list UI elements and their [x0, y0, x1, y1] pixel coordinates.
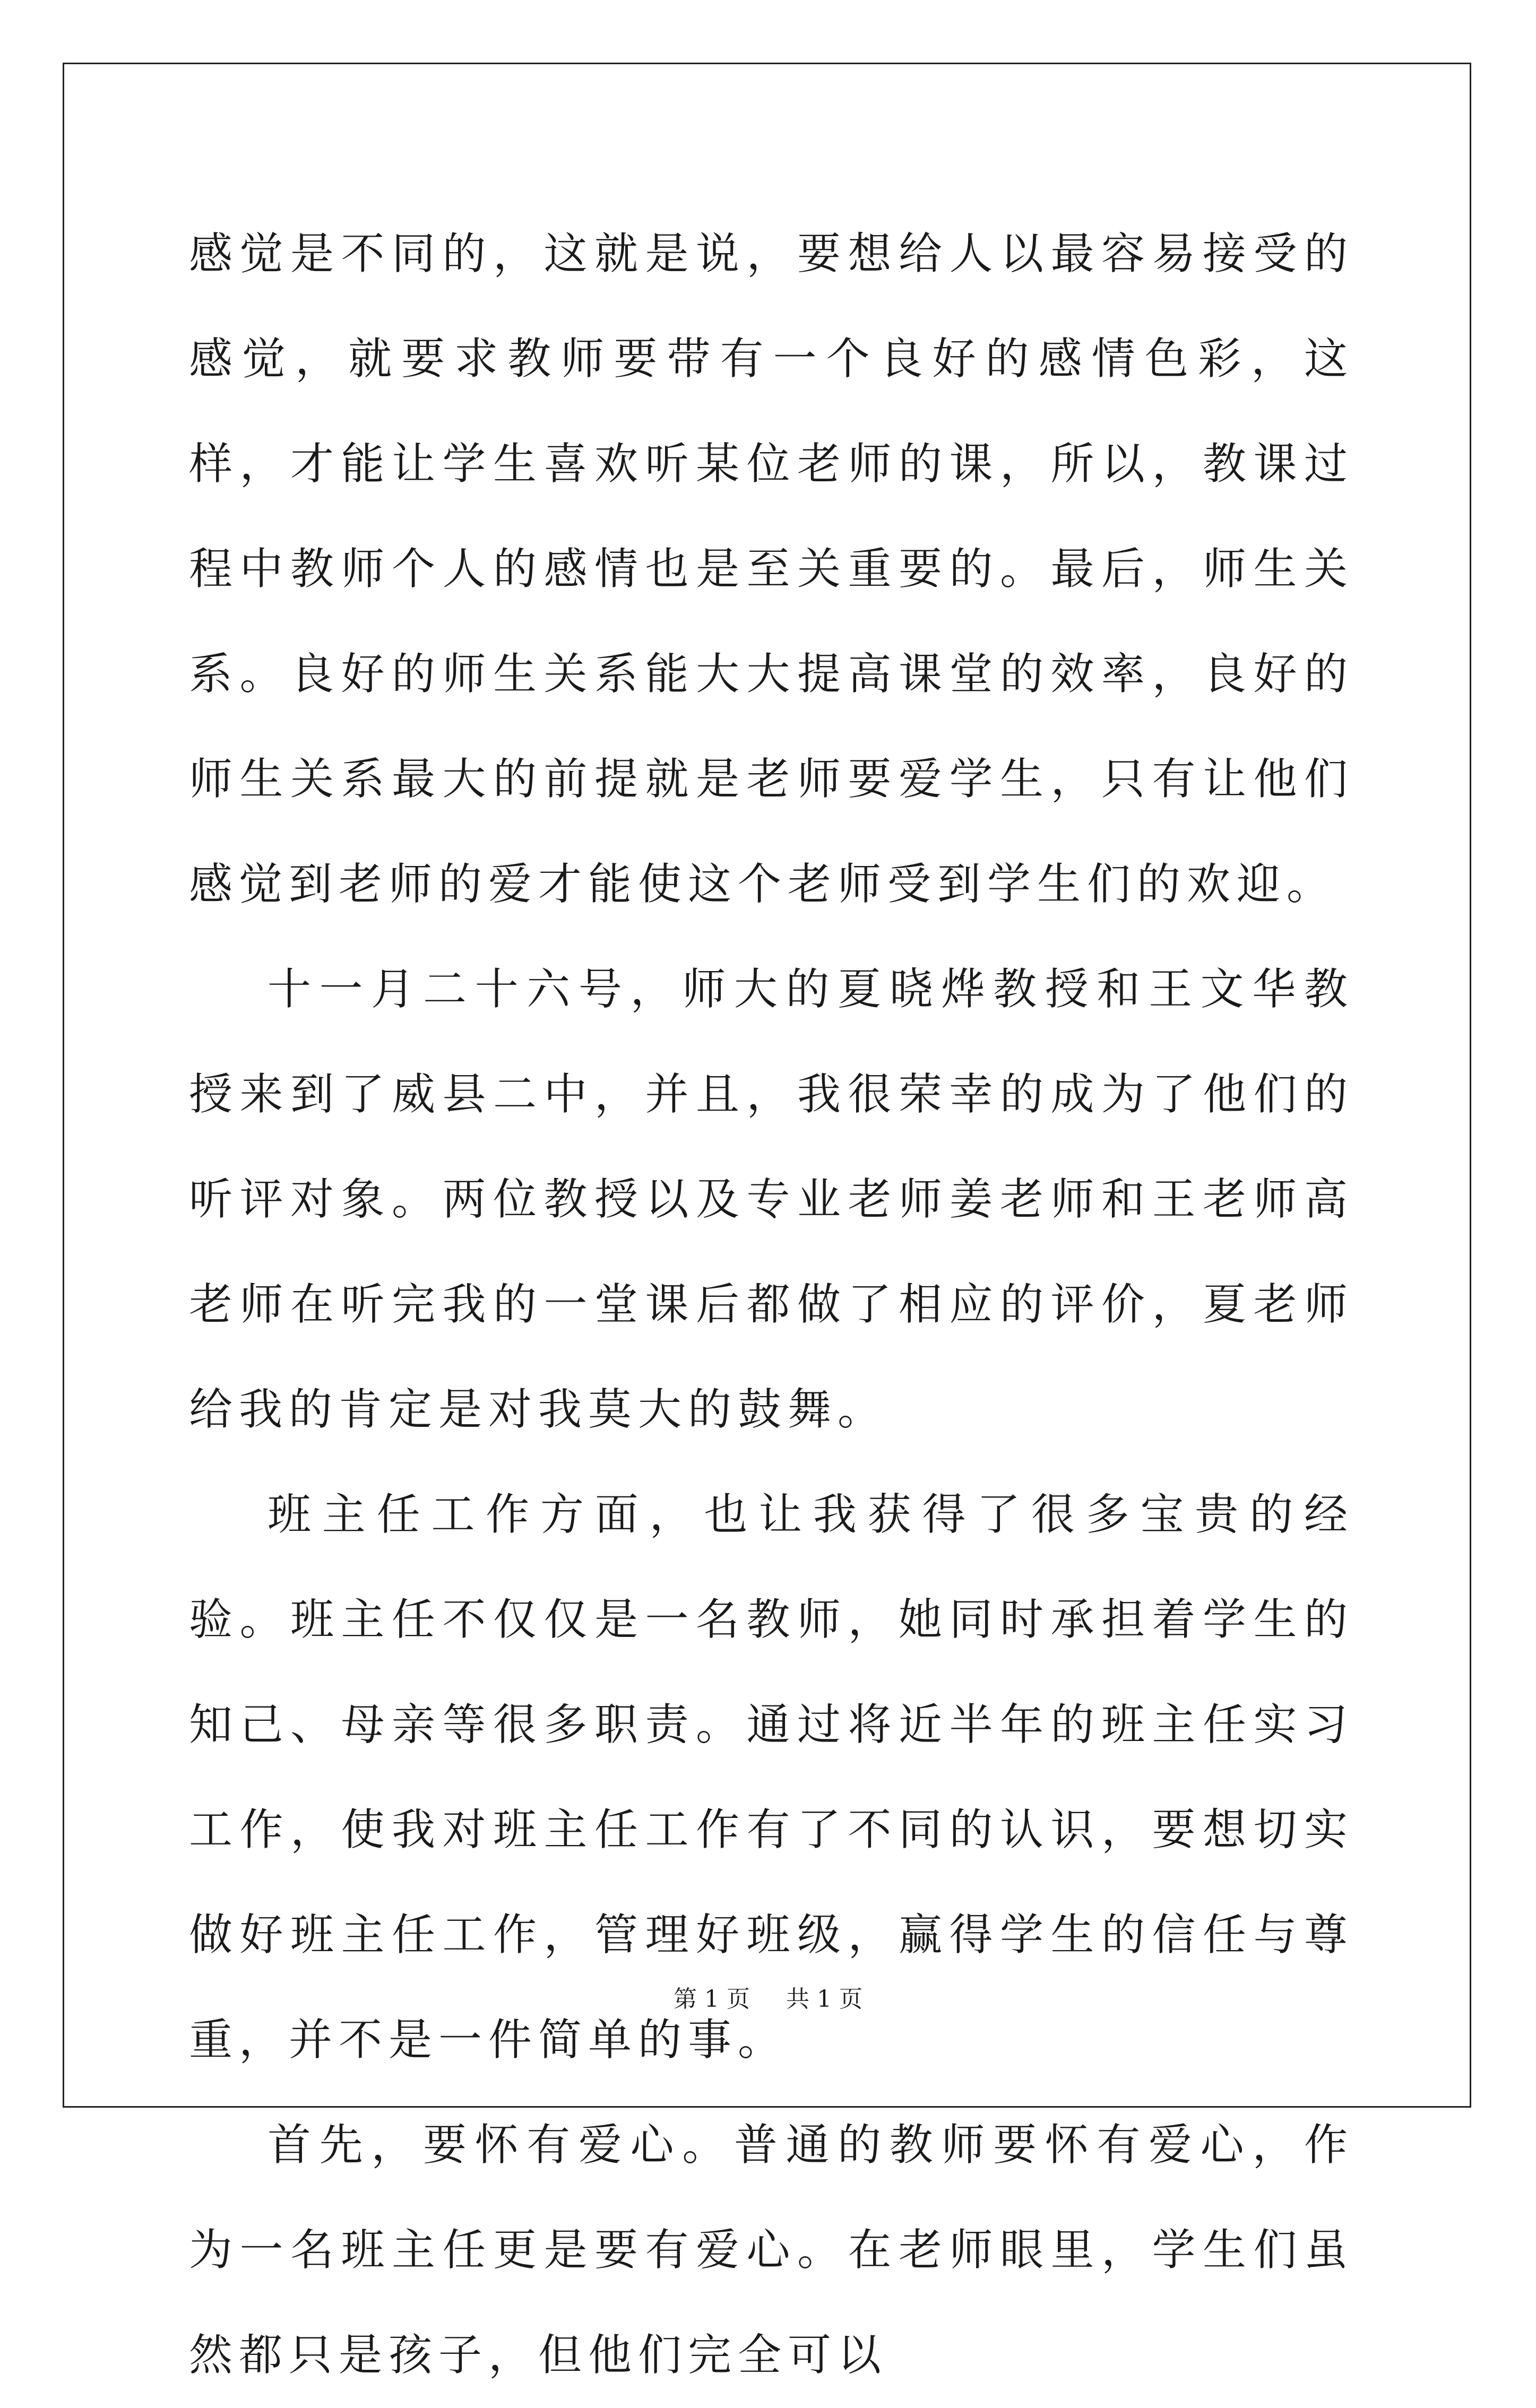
page-number: 第 1 页: [674, 1986, 750, 2013]
paragraph-2: 十一月二十六号，师大的夏晓烨教授和王文华教授来到了威县二中，并且，我很荣幸的成为了他们的听评对象。两位教授以及专业老师姜老师和王老师高老师在听完我的一堂课后都做了相应的评价，夏老师给我的肯定是对我莫大的鼓舞。: [189, 964, 1354, 1435]
document-body: [189, 202, 1354, 2408]
paragraph-1: 感觉是不同的，这就是说，要想给人以最容易接受的感觉，就要求教师要带有一个良好的感情色彩，这样，才能让学生喜欢听某位老师的课，所以，教课过程中教师个人的感情也是至关重要的。最后，师生关系。良好的师生关系能大大提高课堂的效率，良好的师生关系最大的前提就是老师要爱学生，只有让他们感觉到老师的爱才能使这个老师受到学生们的欢迎。: [189, 229, 1354, 910]
paragraph-3: 班主任工作方面，也让我获得了很多宝贵的经验。班主任不仅仅是一名教师，她同时承担着学生的知己、母亲等很多职责。通过将近半年的班主任实习工作，使我对班主任工作有了不同的认识，要想切实做好班主任工作，管理好班级，赢得学生的信任与尊重，并不是一件简单的事。: [189, 1489, 1354, 2065]
page-footer: [0, 1983, 1536, 2015]
paragraph-4: 首先，要怀有爱心。普通的教师要怀有爱心，作为一名班主任更是要有爱心。在老师眼里，学生们虽然都只是孩子，但他们完全可以: [189, 2120, 1354, 2380]
page-total: 共 1 页: [786, 1986, 862, 2013]
